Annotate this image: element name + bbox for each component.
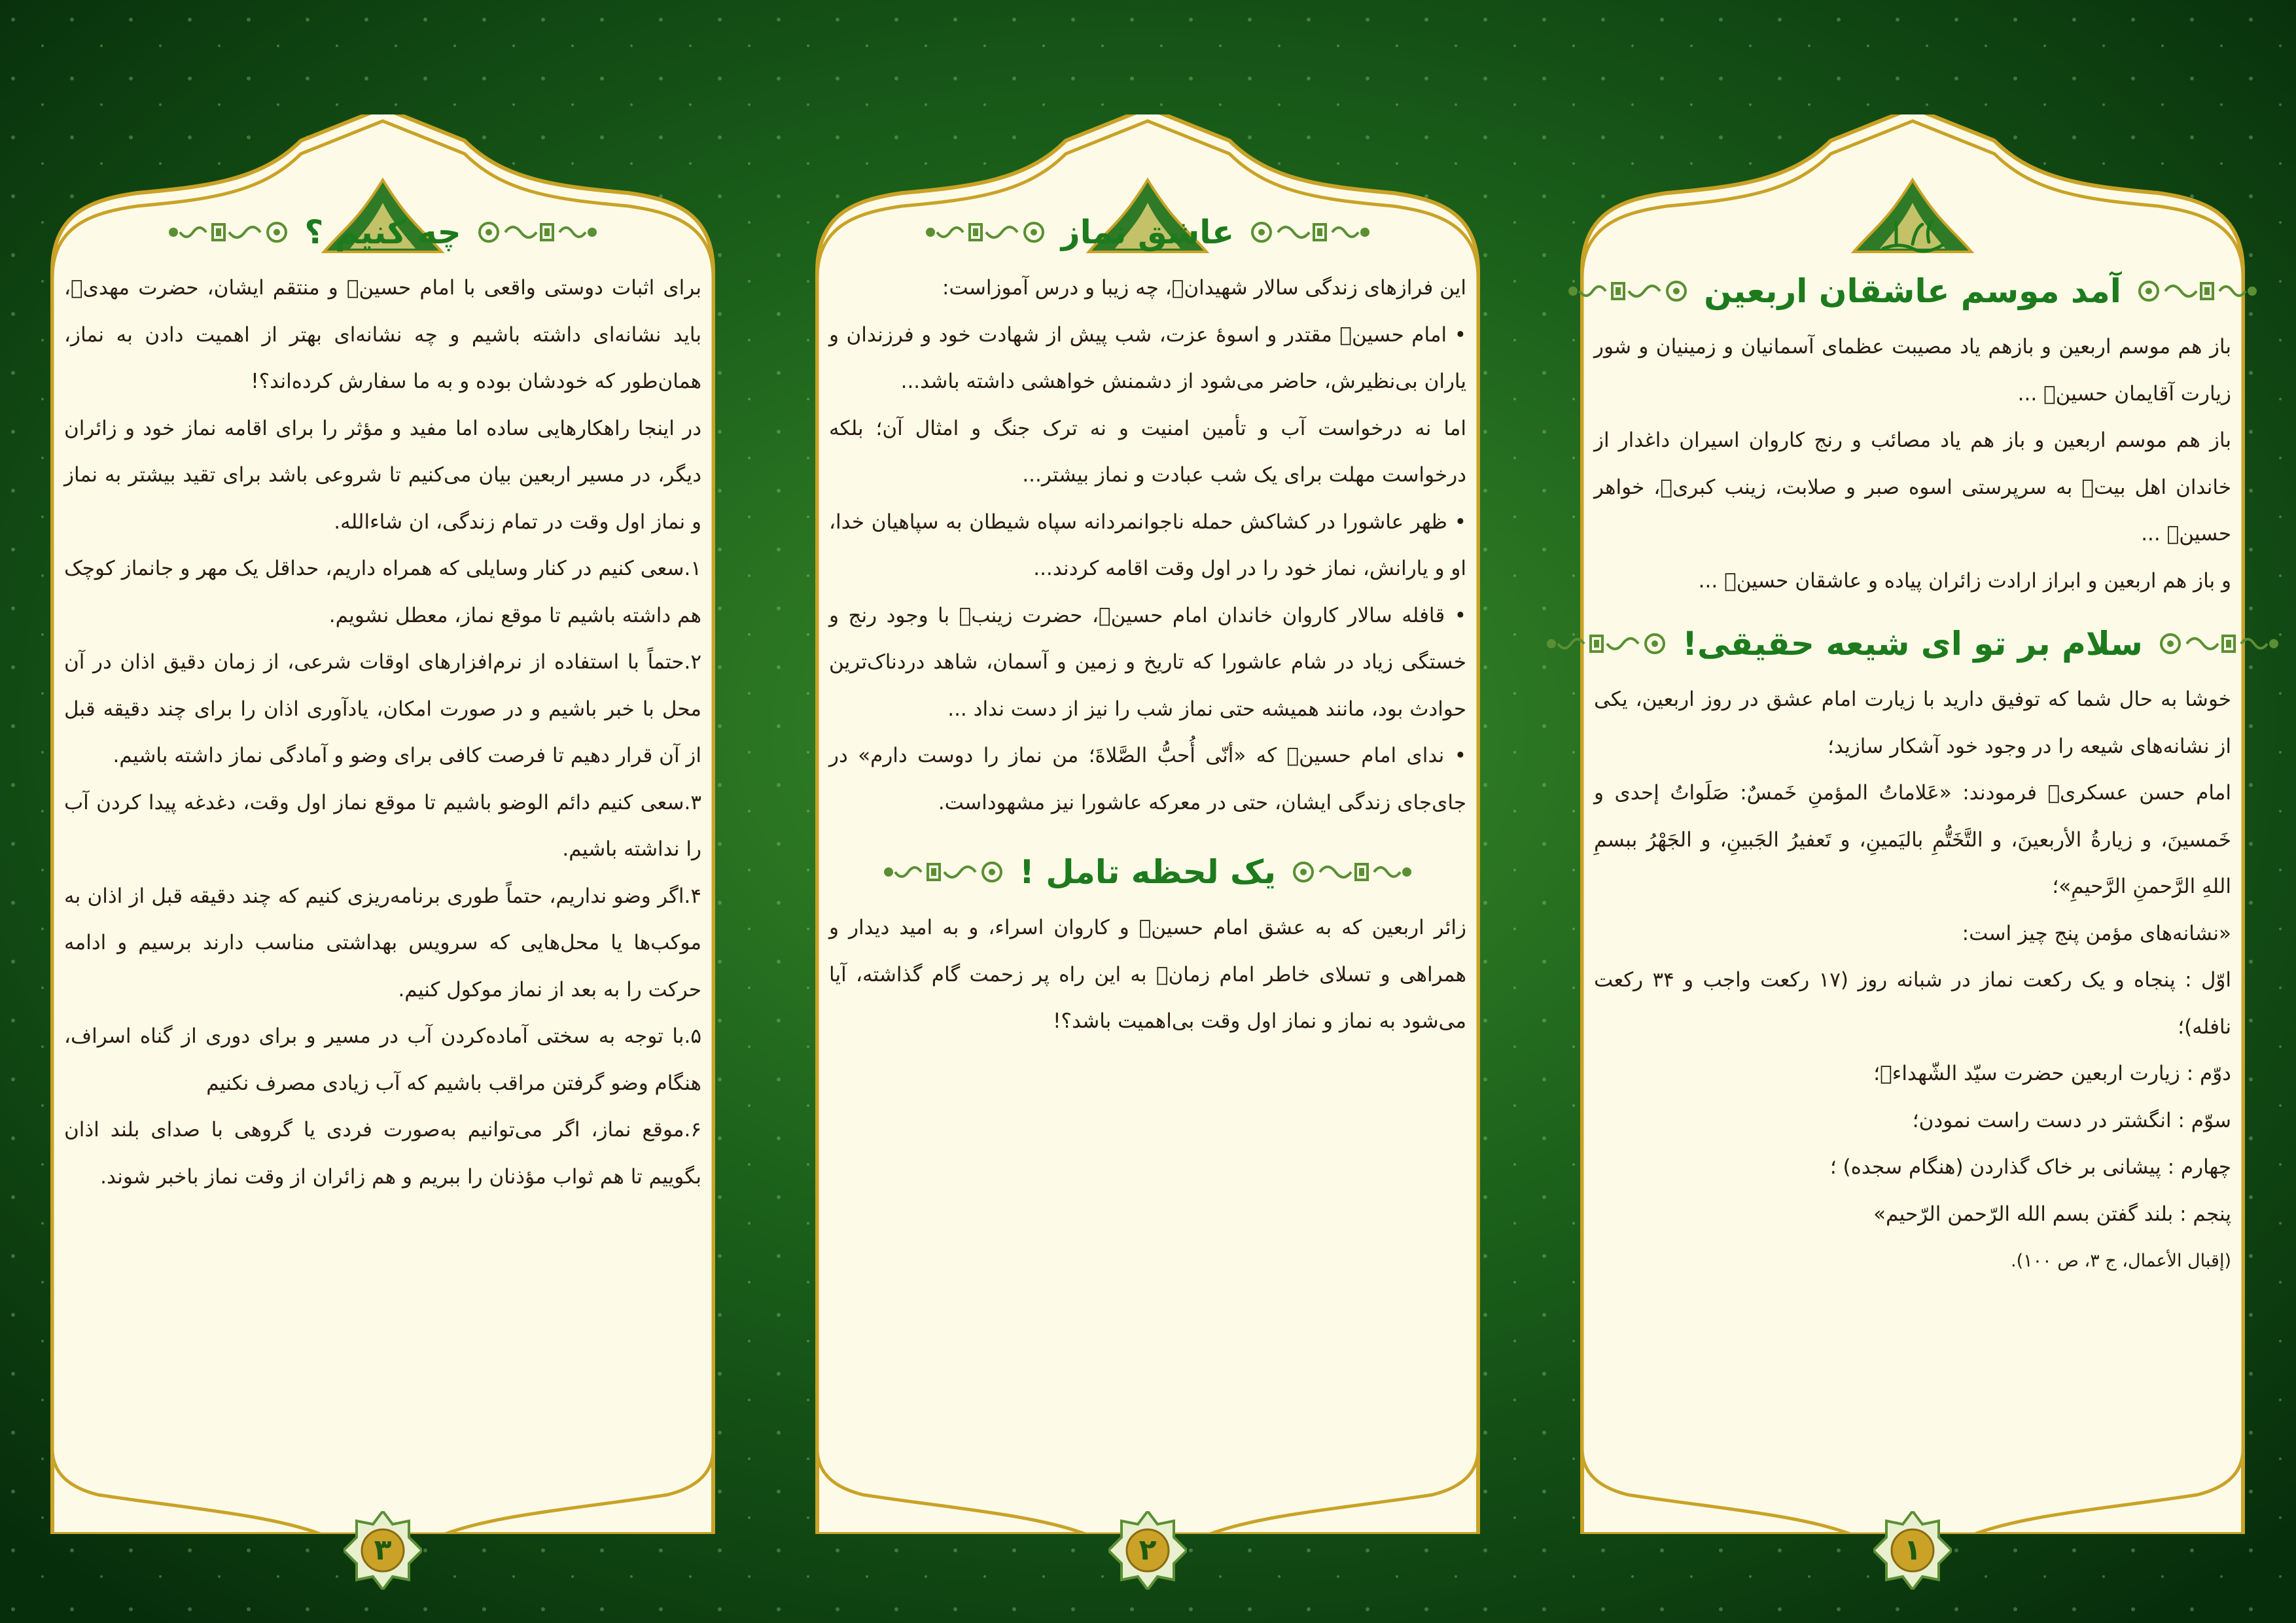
- page-number-badge: [1108, 1511, 1187, 1590]
- ornament-icon: [476, 219, 600, 245]
- paragraph: اما نه درخواست آب و تأمین امنیت و نه ترک جنگ و امثال آن؛ بلکه درخواست مهلت برای یک شب عبادت و نماز بیشتر...: [829, 416, 1466, 487]
- numbered-item: ۵.با توجه به سختی آماده‌کردن آب در مسیر و برای دوری از گناه اسراف، هنگام وضو گرفتن مراقب باشیم که آب زیادی مصرف نکنیم: [64, 1024, 701, 1095]
- paragraph: باز هم موسم اربعین و بازهم یاد مصیبت عظمای آسمانیان و زمینیان و شور زیارت آقایمان حسینؑ ...: [1594, 335, 2231, 406]
- bullet-item: • ظهر عاشورا در کشاکش حمله ناجوانمردانه سپاه شیطان به سپاهیان خدا، او و یارانش، نماز خود را در اول وقت اقامه کردند...: [829, 499, 1466, 593]
- bullet-item: • ندای امام حسینؑ که «أنّی أُحبُّ الصَّلاةَ؛ من نماز را دوست دارم» در جای‌جای زندگی ایشان، حتی در معرکه عاشورا نیز مشهوداست.: [829, 733, 1466, 826]
- paragraph: در اینجا راهکارهایی ساده اما مفید و مؤثر را برای اقامه نماز خود و زائران دیگر، در مسیر اربعین بیان می‌کنیم تا شروعی باشد برای تقید بیشتر به نماز و نماز اول وقت در تمام زندگی، ان شاءالله.: [64, 416, 701, 534]
- bullet-item: • امام حسینؑ مقتدر و اسوهٔ عزت، شب پیش از شهادت خود و فرزندان و یاران بی‌نظیرش، حاضر می‌شود از دشمنش خواهشی داشته باشد...: [829, 312, 1466, 406]
- heading-text: چه کنیم ؟: [304, 213, 461, 251]
- paragraph: زائر اربعین که به عشق امام حسینؑ و کاروان اسراء، و به امید دیدار و همراهی و تسلای خاطر امام زمانؑ به این راه پر زحمت گام گذاشته، آیا می‌شود به نماز و نماز اول وقت بی‌اهمیت باشد؟!: [829, 916, 1466, 1033]
- heading-text: سلام بر تو ای شیعه حقیقی!: [1682, 625, 2143, 663]
- bullet-item: • قافله سالار کاروان خاندان امام حسینؑ، حضرت زینبؑ با وجود رنج و خستگی زیاد در شام عاشورا که تاریخ و زمین و آسمان، شاهد دردناک‌ترین حوادث بود، مانند همیشه حتی نماز شب را نیز از دست نداد ...: [829, 593, 1466, 733]
- list-item: پنجم : بلند گفتن بسم الله الرّحمن الرّحیم»: [1873, 1202, 2231, 1226]
- heading-text: یک لحظه تامل !: [1019, 853, 1276, 891]
- heading-what-to-do: [64, 206, 701, 258]
- numbered-item: ۲.حتماً با استفاده از نرم‌افزارهای اوقات شرعی، از زمان دقیق اذان در آن محل با خبر باشیم و در صورت امکان، یادآوری اذان را برای چند دقیقه قبل از آن قرار دهیم تا فرصت کافی برای وضو و آمادگی نماز داشته باشیم.: [64, 650, 701, 767]
- panel-1-content: [1594, 213, 2231, 1482]
- heading-true-shia: [1594, 618, 2231, 670]
- page-number: ٢: [1139, 1533, 1157, 1567]
- panel-3: [26, 114, 739, 1567]
- list-item: دوّم : زیارت اربعین حضرت سیّد الشّهداءؑ؛: [1873, 1062, 2231, 1085]
- ornament-icon: [1544, 631, 1668, 657]
- heading-prayer-lover: [829, 206, 1466, 258]
- list-item: سوّم : انگشتر در دست راست نمودن؛: [1912, 1108, 2231, 1132]
- numbered-item: ۴.اگر وضو نداریم، حتماً طوری برنامه‌ریزی کنیم که چند دقیقه قبل از اذان به موکب‌ها یا محل‌هایی که سرویس بهداشتی مناسب دارند برسیم و ادامه حرکت را به بعد از نماز موکول کنیم.: [64, 884, 701, 1002]
- source-citation: (إقبال الأعمال، ج ۳، ص ۱۰۰).: [2011, 1251, 2231, 1271]
- panel-2-content: [829, 206, 1466, 1482]
- numbered-item: ۶.موقع نماز، اگر می‌توانیم به‌صورت فردی یا گروهی با صدای بلند اذان بگوییم تا هم ثواب مؤذنان را ببریم و هم زائران از وقت نماز باخبر شوند.: [64, 1118, 701, 1189]
- paragraph: خوشا به حال شما که توفیق دارید با زیارت امام عشق در روز اربعین، یکی از نشانه‌های شیعه را در وجود خود آشکار سازید؛: [1594, 688, 2231, 758]
- ornament-icon: [2157, 631, 2282, 657]
- paragraph: باز هم موسم اربعین و باز هم یاد مصائب و رنج کاروان اسیران داغدار از خاندان اهل بیتؑ به سرپرستی اسوه صبر و صلابت، زینب کبریؑ، خواهر حسینؑ ...: [1594, 428, 2231, 546]
- page-number-badge: [1873, 1511, 1952, 1590]
- ornament-icon: [166, 219, 290, 245]
- list-item: چهارم : پیشانی بر خاک گذاردن (هنگام سجده) ؛: [1829, 1155, 2231, 1179]
- ornament-icon: [1290, 859, 1415, 885]
- panel-2: [791, 114, 1504, 1567]
- ornament-icon: [1248, 219, 1373, 245]
- ornament-icon: [881, 859, 1005, 885]
- ornament-icon: [2136, 278, 2260, 304]
- page-number: ٣: [374, 1533, 392, 1567]
- paragraph: و باز هم اربعین و ابراز ارادت زائران پیاده و عاشقان حسینؑ ...: [1698, 568, 2231, 593]
- hadith: امام حسن عسکریؑ فرمودند: «عَلاماتُ المؤمنِ خَمسٌ: صَلَواتُ إحدی و خَمسینَ، و زیارةُ الأربعینَ، و التَّخَتُّمِ بالیَمینِ، و تَعفیرُ الجَبینِ، و الجَهْرُ ببسمِ اللهِ الرَّحمنِ الرَّحیمِ»؛: [1594, 781, 2231, 898]
- panel-1: [1556, 114, 2269, 1567]
- list-item: اوّل : پنجاه و یک رکعت نماز در شبانه روز (۱۷ رکعت واجب و ۳۴ رکعت نافله)؛: [1594, 968, 2231, 1039]
- page-number-badge: [344, 1511, 422, 1590]
- paragraph: «نشانه‌های مؤمن پنج چیز است:: [1962, 921, 2231, 945]
- basmala-calligraphy-icon: [1877, 213, 1949, 258]
- paragraph: برای اثبات دوستی واقعی با امام حسینؑ و منتقم ایشان، حضرت مهدیؑ، باید نشانه‌ای داشته باشیم و چه نشانه‌ای بهتر از اهمیت دادن به نماز، همان‌طور که خودشان بوده و به ما سفارش کرده‌اند؟!: [64, 276, 701, 393]
- heading-text: آمد موسم عاشقان اربعین: [1704, 272, 2121, 310]
- paragraph: این فرازهای زندگی سالار شهیدانؑ، چه زیبا و درس آموزاست:: [942, 276, 1466, 300]
- panel-3-content: [64, 206, 701, 1482]
- ornament-icon: [923, 219, 1047, 245]
- page-number: ١: [1903, 1533, 1922, 1567]
- numbered-item: ۳.سعی کنیم دائم الوضو باشیم تا موقع نماز اول وقت، دغدغه پیدا کردن آب را نداشته باشیم.: [64, 790, 701, 861]
- heading-arbaeen: [1594, 265, 2231, 317]
- numbered-item: ۱.سعی کنیم در کنار وسایلی که همراه داریم، حداقل یک مهر و جانماز کوچک هم داشته باشیم تا موقع نماز، معطل نشویم.: [64, 557, 701, 627]
- ornament-icon: [1565, 278, 1689, 304]
- heading-reflection: [829, 846, 1466, 898]
- heading-text: عاشق نماز: [1061, 213, 1235, 251]
